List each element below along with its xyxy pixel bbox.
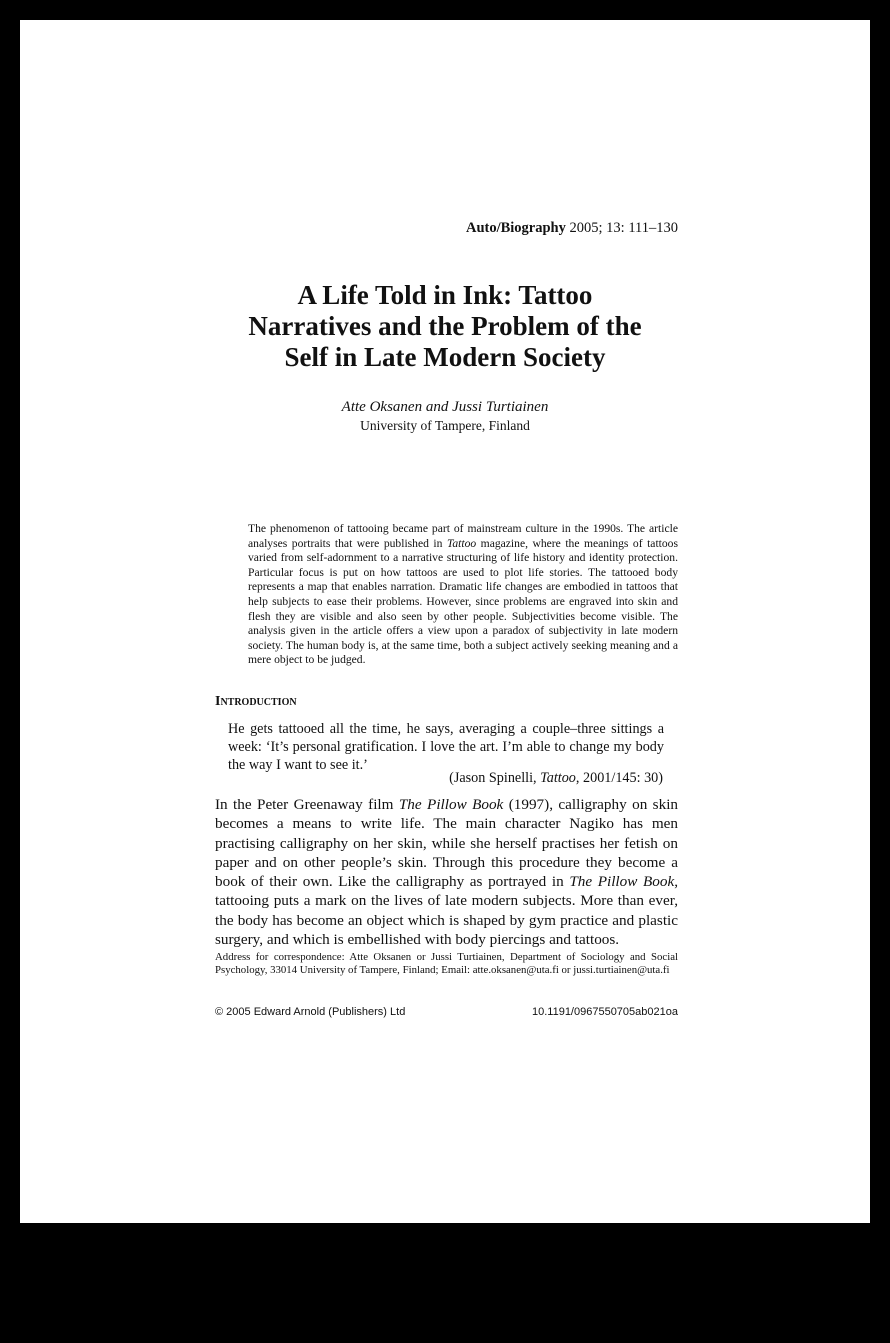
paper-page <box>20 20 870 1223</box>
body-text-1: In the Peter Greenaway film <box>215 796 399 813</box>
doi: 10.1191/0967550705ab021oa <box>531 1006 678 1018</box>
epigraph-citation <box>215 770 663 787</box>
abstract-magazine-name: Tattoo <box>446 536 477 550</box>
authors: Atte Oksanen and Jussi Turtiainen <box>341 399 549 415</box>
journal-citation <box>215 220 678 237</box>
epigraph-quote: He gets tattooed all the time, he says, averaging a couple–three sittings a week: ‘It’s personal gratification. I love the art. I’m able to change my body the way I want to see it.’ <box>228 721 664 773</box>
body-text-2: (1997), calligraphy on skin becomes a means to write life. The main character Nagiko has men practising calligraphy on her skin, while she herself practises her fetish on paper and on other people’s skin. Through this procedure they become a book of their own. Like the calligraphy as portrayed in <box>215 796 679 891</box>
epigraph-cite-open: (Jason Spinelli, <box>449 770 541 786</box>
correspondence-footnote: Address for correspondence: Atte Oksanen or Jussi Turtiainen, Department of Sociology and Social Psychology, 33014 University of Tampere, Finland; Email: atte.oksanen@uta.fi or jussi.turtiainen@uta.fi <box>215 951 678 976</box>
intro-paragraph <box>215 795 678 949</box>
title-line-1: A Life Told in Ink: Tattoo <box>297 280 593 310</box>
abstract-text-2: magazine, where the meanings of tattoos varied from self-adornment to a narrative structuring of life history and identity protection. Particular focus is put on how tattoos are used to plot life stories. The tattooed body represents a map that enables narration. Dramatic life changes are embodied in tattoos that help subjects to ease their problems. However, since problems are engraved into skin and flesh they are visible and also seen by other people. Subjectivities become visible. The analysis given in the article offers a view upon a paradox of subjectivity in late modern society. The human body is, at the same time, both a subject actively seeking meaning and a mere object to be judged. <box>248 536 678 667</box>
title-line-2: Narratives and the Problem of the <box>248 311 642 341</box>
film-title-2: The Pillow Book <box>569 873 675 891</box>
epigraph-cite-source: Tattoo <box>540 770 576 786</box>
abstract-text-1: The phenomenon of tattooing became part of mainstream culture in the 1990s. The article analyses portraits that were published in <box>248 522 678 550</box>
affiliation: University of Tampere, Finland <box>360 418 530 433</box>
section-heading-introduction: Introduction <box>215 694 297 709</box>
film-title-1: The Pillow Book <box>398 796 504 813</box>
journal-volume-pages: 2005; 13: 111–130 <box>569 220 678 236</box>
body-text-3: , tattooing puts a mark on the lives of late modern subjects. More than ever, the body has become an object which is shaped by gym practice and plastic surgery, and which is embellished with body piercings and tattoos. <box>215 873 678 949</box>
abstract <box>248 522 678 668</box>
epigraph-cite-close: , 2001/145: 30) <box>575 770 663 786</box>
journal-name: Auto/Biography <box>465 220 566 236</box>
article-title <box>170 280 720 373</box>
title-line-3: Self in Late Modern Society <box>284 342 606 372</box>
copyright-notice: © 2005 Edward Arnold (Publishers) Ltd <box>215 1006 406 1018</box>
